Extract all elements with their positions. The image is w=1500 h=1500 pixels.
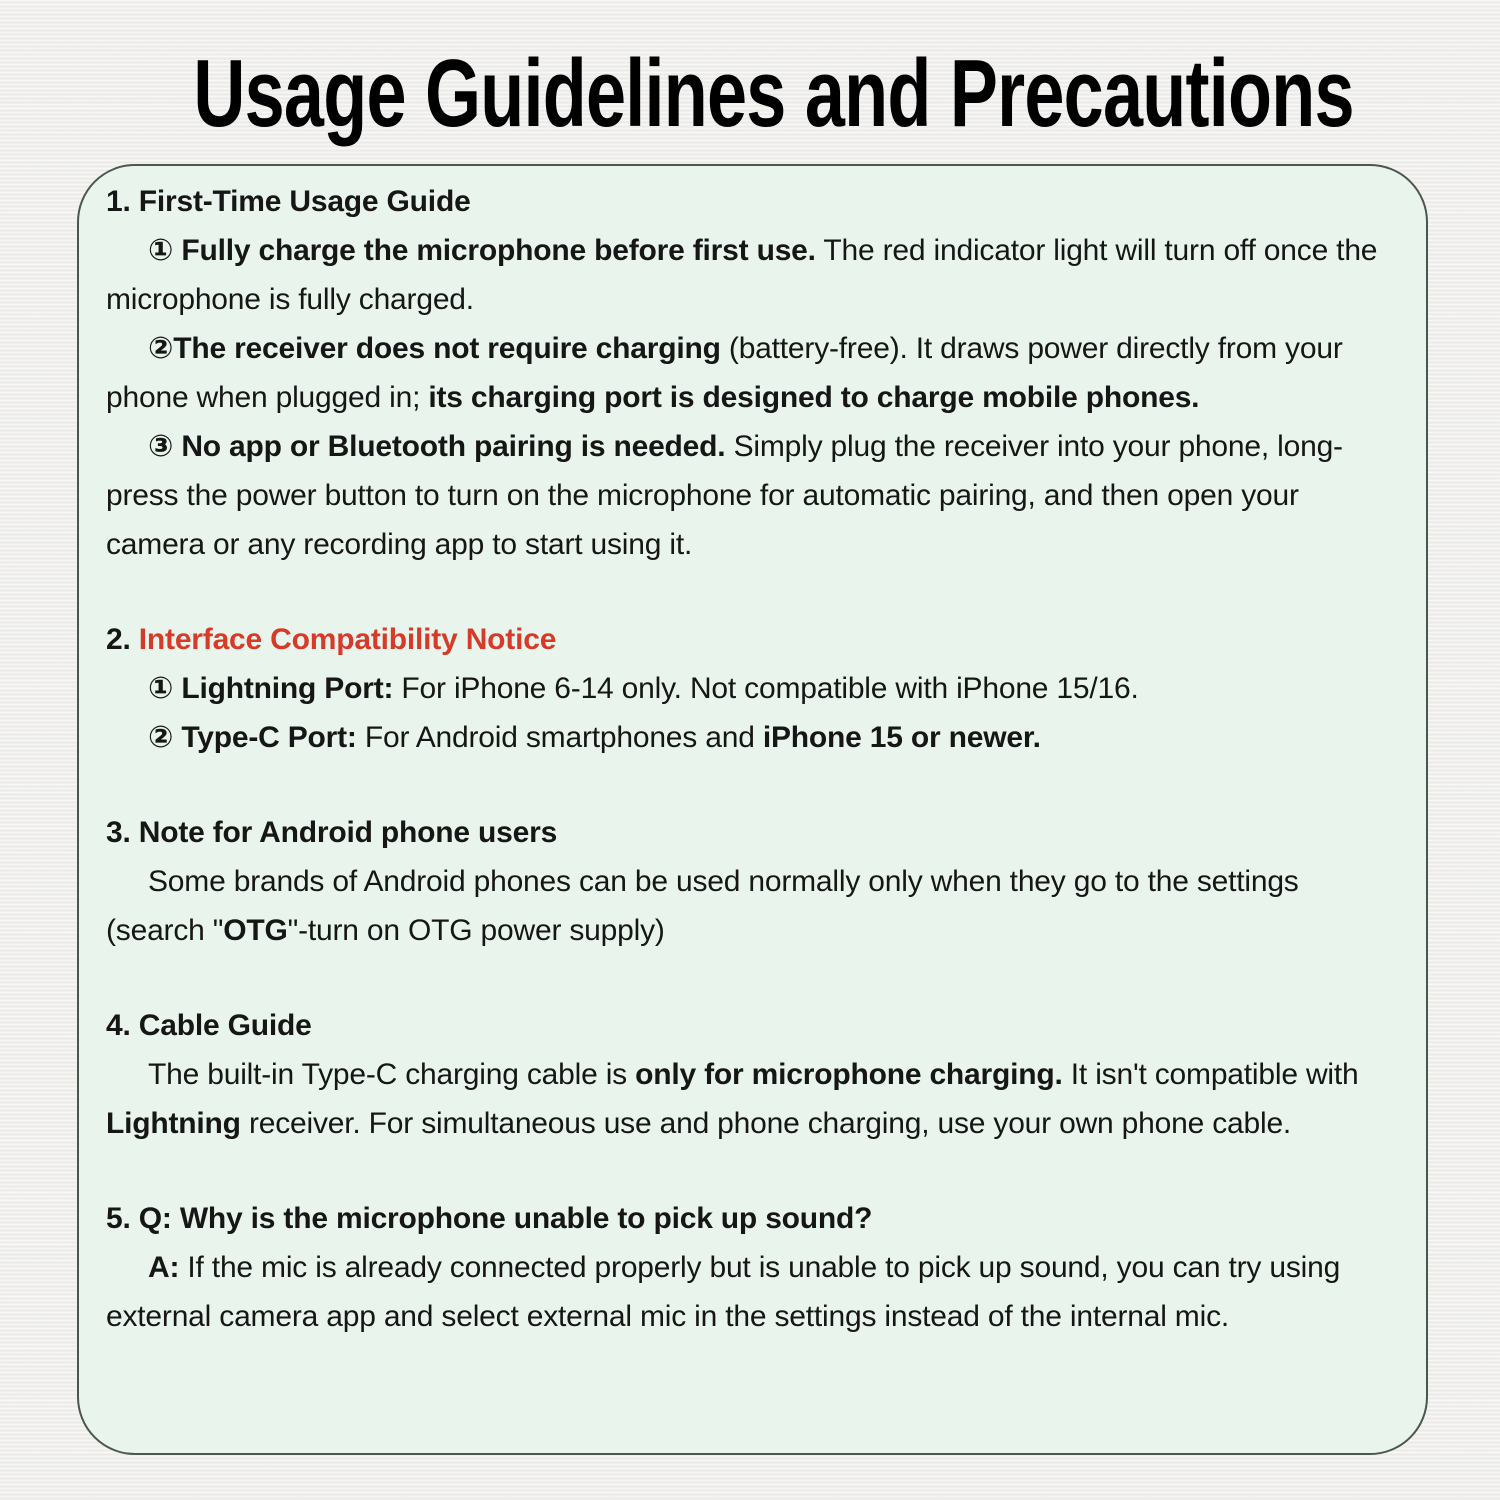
text-run: Interface Compatibility Notice <box>138 623 557 656</box>
paragraph <box>106 713 1392 762</box>
paragraph <box>106 1243 1392 1341</box>
text-run: 5. Q: Why is the microphone unable to pick up sound? <box>106 1202 873 1235</box>
section-heading <box>106 1194 1392 1243</box>
text-run: only for microphone charging. <box>635 1058 1063 1091</box>
text-run: iPhone 15 or newer. <box>762 721 1041 754</box>
page-title-text: Usage Guidelines and Precautions <box>193 40 1354 147</box>
text-run: The red indicator light will turn off once the microphone is fully charged. <box>106 234 1378 316</box>
text-run: ② Type-C Port: <box>148 721 357 754</box>
section-heading <box>106 808 1392 857</box>
text-run: For iPhone 6-14 only. Not compatible with iPhone 15/16. <box>393 672 1139 705</box>
paragraph <box>106 1050 1392 1148</box>
section-heading <box>106 177 1392 226</box>
text-run: (battery-free). It draws power directly from your phone when plugged in; <box>106 332 1343 414</box>
paragraph <box>106 226 1392 324</box>
guidelines-card <box>77 164 1428 1455</box>
text-run: 4. Cable Guide <box>106 1009 312 1042</box>
text-run: 1. First-Time Usage Guide <box>106 185 471 218</box>
section-heading <box>106 615 1392 664</box>
paragraph <box>106 664 1392 713</box>
text-run: ③ No app or Bluetooth pairing is needed. <box>148 430 726 463</box>
text-run: ②The receiver does not require charging <box>148 332 721 365</box>
card-content <box>106 177 1392 1341</box>
text-run: "-turn on OTG power supply) <box>287 914 665 947</box>
text-run: It isn't compatible with <box>1062 1058 1359 1091</box>
text-run: ① Fully charge the microphone before first use. <box>148 234 816 267</box>
text-run: 2. <box>106 623 139 656</box>
text-run: receiver. For simultaneous use and phone charging, use your own phone cable. <box>240 1107 1292 1140</box>
text-run: The built-in Type-C charging cable is <box>148 1058 636 1091</box>
text-run: its charging port is designed to charge mobile phones. <box>428 381 1200 414</box>
page-title <box>0 0 1500 174</box>
text-run: A: <box>148 1251 180 1284</box>
paragraph <box>106 422 1392 569</box>
text-run: For Android smartphones and <box>356 721 763 754</box>
section-heading <box>106 1001 1392 1050</box>
text-run: Lightning <box>106 1107 241 1140</box>
text-run: Simply plug the receiver into your phone, long-press the power button to turn on the microphone for automatic pairing, and then open your camera or any recording app to start using it. <box>106 430 1343 561</box>
text-run: OTG <box>223 914 288 947</box>
text-run: Some brands of Android phones can be used normally only when they go to the settings (search " <box>106 865 1299 947</box>
text-run: ① Lightning Port: <box>148 672 394 705</box>
paragraph <box>106 857 1392 955</box>
text-run: 3. Note for Android phone users <box>106 816 558 849</box>
text-run: If the mic is already connected properly but is unable to pick up sound, you can try using external camera app and select external mic in the settings instead of the internal mic. <box>106 1251 1341 1333</box>
paragraph <box>106 324 1392 422</box>
